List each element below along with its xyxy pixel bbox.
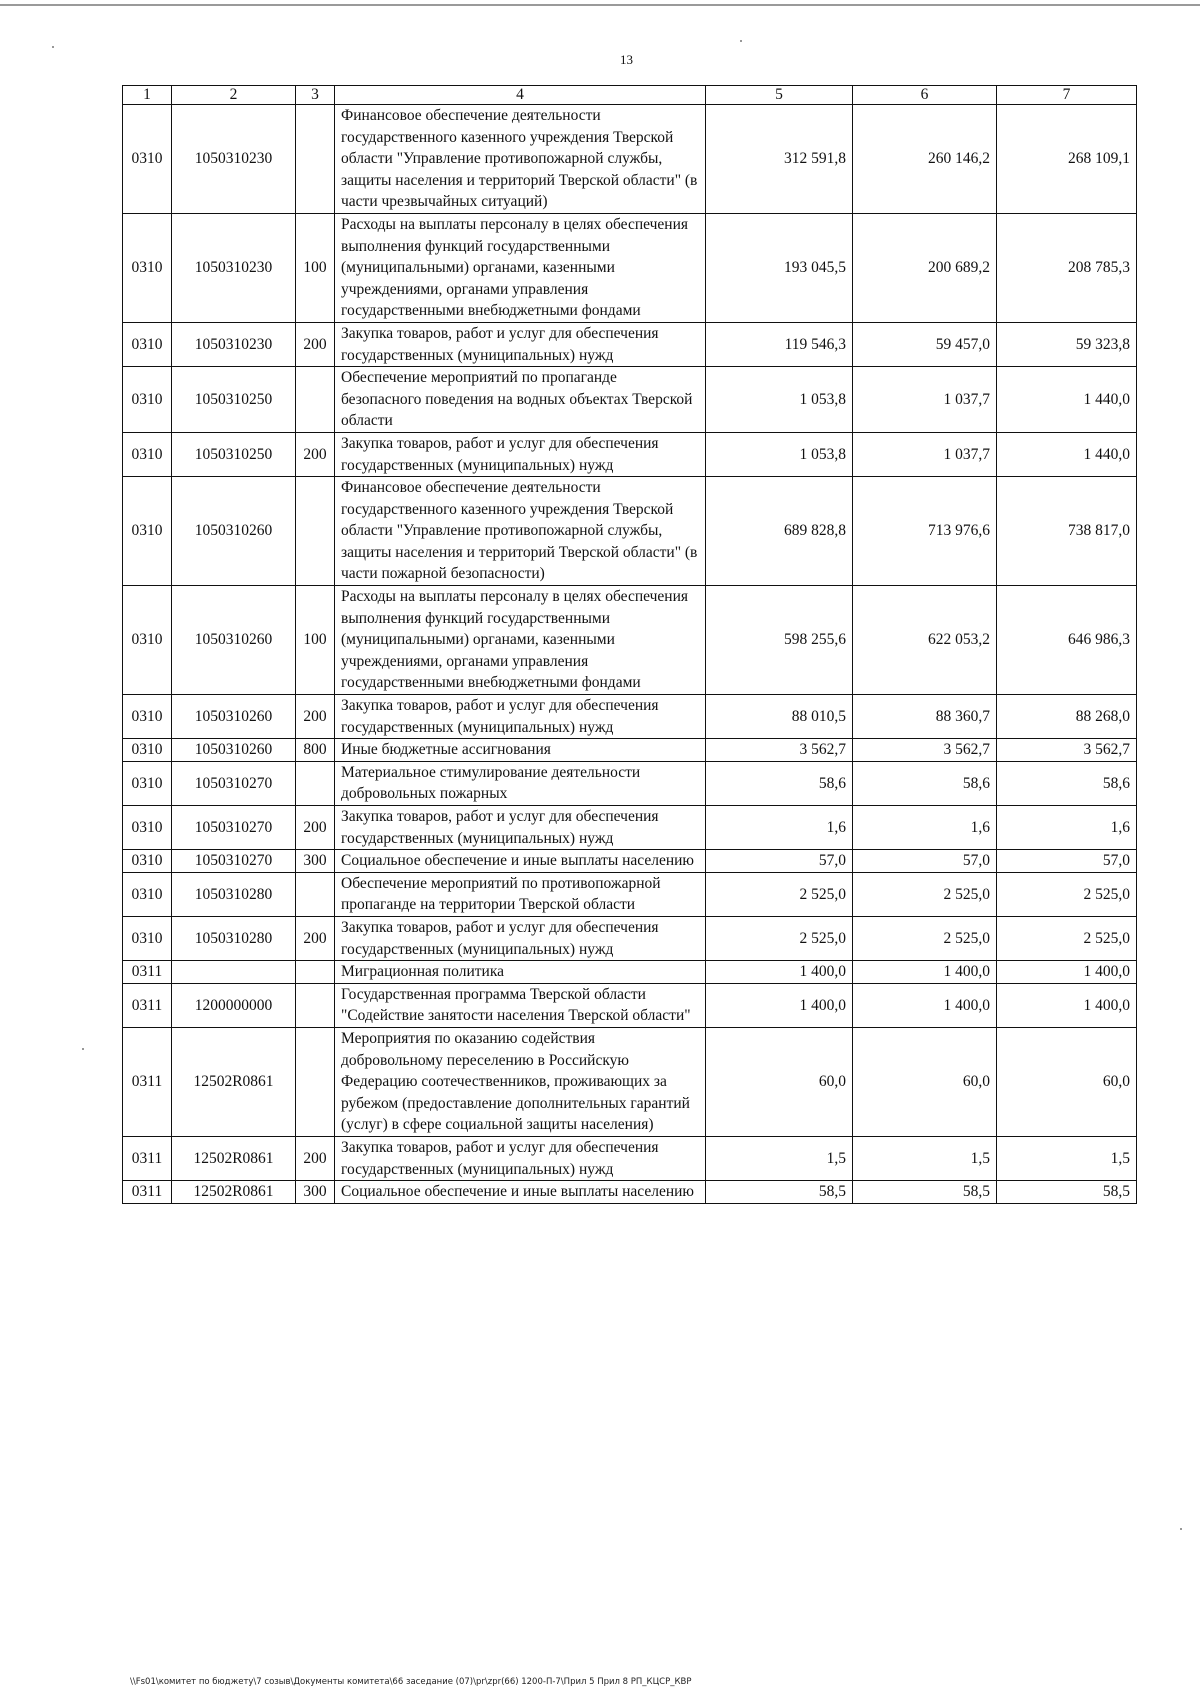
amount-col5-cell: 88 010,5 bbox=[706, 695, 853, 739]
item-name-cell: Государственная программа Тверской области "Содействие занятости населения Тверской области" bbox=[335, 983, 706, 1027]
scan-top-edge-line bbox=[0, 4, 1200, 6]
header-col-7: 7 bbox=[997, 86, 1137, 105]
item-name-cell: Социальное обеспечение и иные выплаты населению bbox=[335, 850, 706, 873]
expense-type-cell: 300 bbox=[296, 1181, 335, 1204]
item-name-cell: Закупка товаров, работ и услуг для обеспечения государственных (муниципальных) нужд bbox=[335, 916, 706, 960]
expense-type-cell bbox=[296, 1027, 335, 1136]
amount-col5-cell: 1 053,8 bbox=[706, 432, 853, 476]
item-name-cell: Обеспечение мероприятий по пропаганде безопасного поведения на водных объектах Тверской области bbox=[335, 367, 706, 433]
section-code-cell: 0310 bbox=[123, 477, 172, 586]
target-code-cell: 12502R0861 bbox=[172, 1181, 296, 1204]
item-name-cell: Закупка товаров, работ и услуг для обеспечения государственных (муниципальных) нужд bbox=[335, 322, 706, 366]
amount-col7-cell: 268 109,1 bbox=[997, 105, 1137, 214]
amount-col6-cell: 57,0 bbox=[853, 850, 997, 873]
target-code-cell: 1050310230 bbox=[172, 322, 296, 366]
table-row bbox=[123, 322, 1137, 366]
amount-col7-cell: 58,5 bbox=[997, 1181, 1137, 1204]
section-code-cell: 0311 bbox=[123, 1136, 172, 1180]
amount-col5-cell: 598 255,6 bbox=[706, 586, 853, 695]
amount-col6-cell: 1 037,7 bbox=[853, 367, 997, 433]
expense-type-cell bbox=[296, 961, 335, 984]
section-code-cell: 0311 bbox=[123, 983, 172, 1027]
item-name-cell: Закупка товаров, работ и услуг для обеспечения государственных (муниципальных) нужд bbox=[335, 1136, 706, 1180]
expense-type-cell: 100 bbox=[296, 586, 335, 695]
table-row bbox=[123, 695, 1137, 739]
expense-type-cell: 200 bbox=[296, 432, 335, 476]
file-path-footer: \\Fs01\комитет по бюджету\7 созыв\Документы комитета\66 заседание (07)\pr\zpr(66) 1200-П-7\Прил 5 Прил 8 РП_КЦСР_КВР bbox=[130, 1677, 692, 1687]
table-row bbox=[123, 586, 1137, 695]
amount-col7-cell: 738 817,0 bbox=[997, 477, 1137, 586]
table-row bbox=[123, 761, 1137, 805]
table-row bbox=[123, 213, 1137, 322]
amount-col5-cell: 119 546,3 bbox=[706, 322, 853, 366]
expense-type-cell: 800 bbox=[296, 739, 335, 762]
section-code-cell: 0310 bbox=[123, 739, 172, 762]
table-row bbox=[123, 806, 1137, 850]
table-row bbox=[123, 1181, 1137, 1204]
target-code-cell: 1050310260 bbox=[172, 695, 296, 739]
header-col-4: 4 bbox=[335, 86, 706, 105]
amount-col7-cell: 1 400,0 bbox=[997, 961, 1137, 984]
amount-col7-cell: 208 785,3 bbox=[997, 213, 1137, 322]
amount-col7-cell: 1 400,0 bbox=[997, 983, 1137, 1027]
section-code-cell: 0310 bbox=[123, 695, 172, 739]
item-name-cell: Финансовое обеспечение деятельности государственного казенного учреждения Тверской области "Управление противопожарной службы, защиты населения и территорий Тверской области" (в части чрезвычайных ситуаций) bbox=[335, 105, 706, 214]
header-col-5: 5 bbox=[706, 86, 853, 105]
section-code-cell: 0310 bbox=[123, 916, 172, 960]
section-code-cell: 0310 bbox=[123, 322, 172, 366]
amount-col7-cell: 58,6 bbox=[997, 761, 1137, 805]
amount-col5-cell: 57,0 bbox=[706, 850, 853, 873]
header-col-6: 6 bbox=[853, 86, 997, 105]
amount-col7-cell: 646 986,3 bbox=[997, 586, 1137, 695]
amount-col6-cell: 1,5 bbox=[853, 1136, 997, 1180]
amount-col7-cell: 3 562,7 bbox=[997, 739, 1137, 762]
section-code-cell: 0310 bbox=[123, 213, 172, 322]
item-name-cell: Закупка товаров, работ и услуг для обеспечения государственных (муниципальных) нужд bbox=[335, 695, 706, 739]
target-code-cell: 1050310270 bbox=[172, 806, 296, 850]
amount-col5-cell: 1,6 bbox=[706, 806, 853, 850]
item-name-cell: Финансовое обеспечение деятельности государственного казенного учреждения Тверской области "Управление противопожарной службы, защиты населения и территорий Тверской области" (в части пожарной безопасности) bbox=[335, 477, 706, 586]
table-row bbox=[123, 367, 1137, 433]
expense-type-cell: 300 bbox=[296, 850, 335, 873]
expense-type-cell bbox=[296, 477, 335, 586]
budget-table bbox=[122, 85, 1137, 1204]
amount-col5-cell: 1,5 bbox=[706, 1136, 853, 1180]
amount-col7-cell: 1,5 bbox=[997, 1136, 1137, 1180]
section-code-cell: 0310 bbox=[123, 105, 172, 214]
page-number: 13 bbox=[620, 52, 633, 67]
table-row bbox=[123, 1027, 1137, 1136]
amount-col6-cell: 1,6 bbox=[853, 806, 997, 850]
amount-col6-cell: 60,0 bbox=[853, 1027, 997, 1136]
target-code-cell: 1050310280 bbox=[172, 872, 296, 916]
amount-col5-cell: 2 525,0 bbox=[706, 872, 853, 916]
expense-type-cell: 200 bbox=[296, 916, 335, 960]
table-body bbox=[123, 105, 1137, 1204]
table-row bbox=[123, 916, 1137, 960]
expense-type-cell: 200 bbox=[296, 695, 335, 739]
table-row bbox=[123, 872, 1137, 916]
amount-col6-cell: 88 360,7 bbox=[853, 695, 997, 739]
amount-col5-cell: 193 045,5 bbox=[706, 213, 853, 322]
section-code-cell: 0310 bbox=[123, 432, 172, 476]
amount-col6-cell: 713 976,6 bbox=[853, 477, 997, 586]
section-code-cell: 0310 bbox=[123, 367, 172, 433]
item-name-cell: Социальное обеспечение и иные выплаты населению bbox=[335, 1181, 706, 1204]
amount-col5-cell: 1 400,0 bbox=[706, 961, 853, 984]
amount-col6-cell: 59 457,0 bbox=[853, 322, 997, 366]
item-name-cell: Иные бюджетные ассигнования bbox=[335, 739, 706, 762]
amount-col5-cell: 60,0 bbox=[706, 1027, 853, 1136]
section-code-cell: 0311 bbox=[123, 1181, 172, 1204]
item-name-cell: Расходы на выплаты персоналу в целях обеспечения выполнения функций государственными (муниципальными) органами, казенными учреждениями, органами управления государственными внебюджетными фондами bbox=[335, 586, 706, 695]
expense-type-cell bbox=[296, 761, 335, 805]
amount-col7-cell: 2 525,0 bbox=[997, 872, 1137, 916]
amount-col6-cell: 2 525,0 bbox=[853, 916, 997, 960]
header-col-2: 2 bbox=[172, 86, 296, 105]
section-code-cell: 0311 bbox=[123, 961, 172, 984]
amount-col5-cell: 58,5 bbox=[706, 1181, 853, 1204]
target-code-cell: 1050310270 bbox=[172, 850, 296, 873]
scan-speck bbox=[740, 40, 742, 42]
target-code-cell: 1200000000 bbox=[172, 983, 296, 1027]
section-code-cell: 0310 bbox=[123, 586, 172, 695]
table-row bbox=[123, 850, 1137, 873]
item-name-cell: Закупка товаров, работ и услуг для обеспечения государственных (муниципальных) нужд bbox=[335, 432, 706, 476]
table-row bbox=[123, 983, 1137, 1027]
expense-type-cell bbox=[296, 872, 335, 916]
target-code-cell: 1050310260 bbox=[172, 586, 296, 695]
section-code-cell: 0310 bbox=[123, 761, 172, 805]
expense-type-cell: 200 bbox=[296, 322, 335, 366]
expense-type-cell: 200 bbox=[296, 1136, 335, 1180]
amount-col6-cell: 260 146,2 bbox=[853, 105, 997, 214]
amount-col5-cell: 1 400,0 bbox=[706, 983, 853, 1027]
expense-type-cell: 200 bbox=[296, 806, 335, 850]
expense-type-cell bbox=[296, 367, 335, 433]
target-code-cell bbox=[172, 961, 296, 984]
scan-speck bbox=[52, 46, 54, 48]
table-row bbox=[123, 739, 1137, 762]
target-code-cell: 1050310250 bbox=[172, 367, 296, 433]
target-code-cell: 1050310280 bbox=[172, 916, 296, 960]
item-name-cell: Обеспечение мероприятий по противопожарной пропаганде на территории Тверской области bbox=[335, 872, 706, 916]
amount-col7-cell: 2 525,0 bbox=[997, 916, 1137, 960]
table-row bbox=[123, 105, 1137, 214]
section-code-cell: 0310 bbox=[123, 872, 172, 916]
amount-col7-cell: 1 440,0 bbox=[997, 367, 1137, 433]
amount-col6-cell: 58,5 bbox=[853, 1181, 997, 1204]
amount-col5-cell: 58,6 bbox=[706, 761, 853, 805]
amount-col6-cell: 622 053,2 bbox=[853, 586, 997, 695]
header-col-1: 1 bbox=[123, 86, 172, 105]
section-code-cell: 0310 bbox=[123, 850, 172, 873]
amount-col7-cell: 1,6 bbox=[997, 806, 1137, 850]
expense-type-cell bbox=[296, 105, 335, 214]
target-code-cell: 1050310250 bbox=[172, 432, 296, 476]
amount-col5-cell: 312 591,8 bbox=[706, 105, 853, 214]
table-header-row bbox=[123, 86, 1137, 105]
amount-col6-cell: 1 400,0 bbox=[853, 961, 997, 984]
expense-type-cell bbox=[296, 983, 335, 1027]
scan-speck bbox=[1180, 1528, 1182, 1530]
target-code-cell: 1050310270 bbox=[172, 761, 296, 805]
amount-col6-cell: 58,6 bbox=[853, 761, 997, 805]
target-code-cell: 1050310260 bbox=[172, 477, 296, 586]
amount-col5-cell: 2 525,0 bbox=[706, 916, 853, 960]
header-col-3: 3 bbox=[296, 86, 335, 105]
amount-col5-cell: 1 053,8 bbox=[706, 367, 853, 433]
amount-col6-cell: 1 037,7 bbox=[853, 432, 997, 476]
amount-col7-cell: 59 323,8 bbox=[997, 322, 1137, 366]
item-name-cell: Расходы на выплаты персоналу в целях обеспечения выполнения функций государственными (муниципальными) органами, казенными учреждениями, органами управления государственными внебюджетными фондами bbox=[335, 213, 706, 322]
item-name-cell: Материальное стимулирование деятельности добровольных пожарных bbox=[335, 761, 706, 805]
amount-col6-cell: 3 562,7 bbox=[853, 739, 997, 762]
amount-col7-cell: 88 268,0 bbox=[997, 695, 1137, 739]
table-row bbox=[123, 961, 1137, 984]
amount-col6-cell: 2 525,0 bbox=[853, 872, 997, 916]
scan-speck bbox=[82, 1048, 84, 1050]
amount-col5-cell: 689 828,8 bbox=[706, 477, 853, 586]
table-row bbox=[123, 477, 1137, 586]
section-code-cell: 0310 bbox=[123, 806, 172, 850]
section-code-cell: 0311 bbox=[123, 1027, 172, 1136]
item-name-cell: Закупка товаров, работ и услуг для обеспечения государственных (муниципальных) нужд bbox=[335, 806, 706, 850]
amount-col7-cell: 57,0 bbox=[997, 850, 1137, 873]
target-code-cell: 12502R0861 bbox=[172, 1136, 296, 1180]
table-row bbox=[123, 432, 1137, 476]
amount-col6-cell: 200 689,2 bbox=[853, 213, 997, 322]
amount-col7-cell: 60,0 bbox=[997, 1027, 1137, 1136]
target-code-cell: 12502R0861 bbox=[172, 1027, 296, 1136]
amount-col7-cell: 1 440,0 bbox=[997, 432, 1137, 476]
target-code-cell: 1050310230 bbox=[172, 213, 296, 322]
target-code-cell: 1050310230 bbox=[172, 105, 296, 214]
target-code-cell: 1050310260 bbox=[172, 739, 296, 762]
expense-type-cell: 100 bbox=[296, 213, 335, 322]
amount-col5-cell: 3 562,7 bbox=[706, 739, 853, 762]
table-row bbox=[123, 1136, 1137, 1180]
amount-col6-cell: 1 400,0 bbox=[853, 983, 997, 1027]
item-name-cell: Мероприятия по оказанию содействия добровольному переселению в Российскую Федерацию соотечественников, проживающих за рубежом (предоставление дополнительных гарантий (услуг) в сфере социальной защиты населения) bbox=[335, 1027, 706, 1136]
item-name-cell: Миграционная политика bbox=[335, 961, 706, 984]
